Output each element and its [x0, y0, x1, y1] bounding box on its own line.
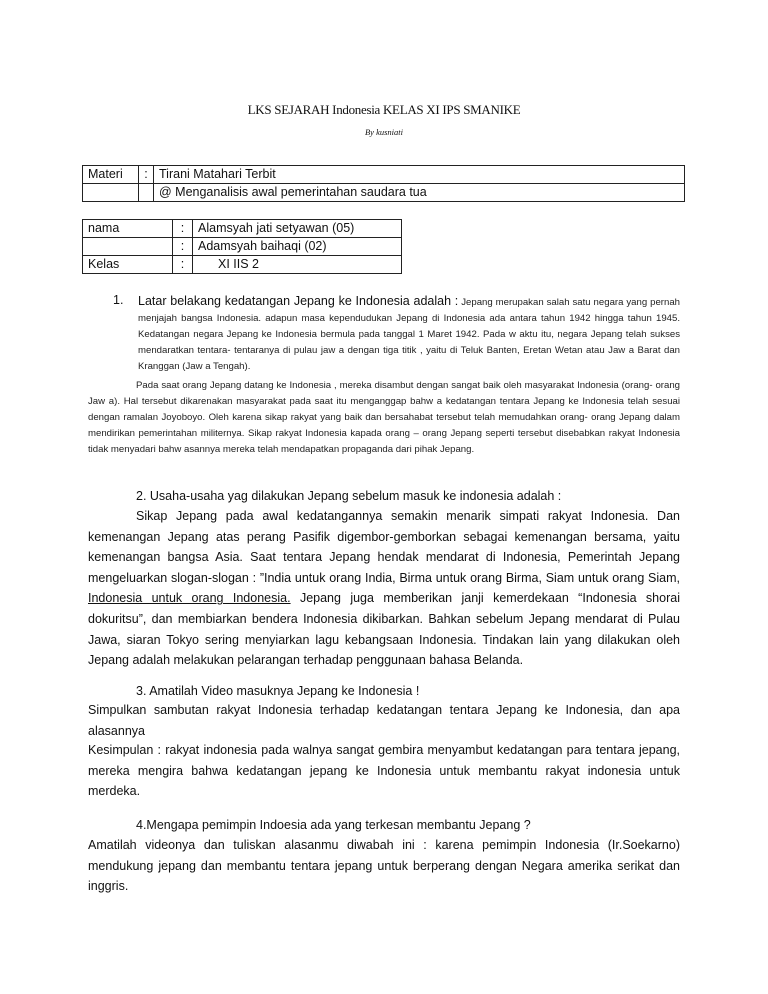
section2-text-b: Jepang juga memberikan janji kemerdekaan “Indonesia shorai dokuritsu”, dan membiarkan bendera Indonesia dikibarkan. Bahkan sebelum Jepang mendarat di Pulau Jawa, siaran Tokyo sering menyiarkan lagu kebangsaan Indonesia. Tindakan lain yang dilakukan oleh Jepang adalah melakukan pelarangan terhadap penggunaan bahasa Belanda. — [88, 591, 680, 668]
empty-cell — [83, 184, 139, 202]
section1-heading: Latar belakang kedatangan Jepang ke Indonesia adalah : — [138, 294, 459, 308]
separator: : — [173, 238, 193, 256]
section2-slogan-underlined: Indonesia untuk orang Indonesia. — [88, 591, 291, 606]
materi-subtitle: @ Menganalisis awal pemerintahan saudara tua — [154, 184, 685, 202]
separator: : — [173, 256, 193, 274]
student-name-2: Adamsyah baihaqi (02) — [193, 238, 402, 256]
separator — [139, 184, 154, 202]
table-row — [83, 220, 402, 238]
section2-heading: 2. Usaha-usaha yag dilakukan Jepang sebelum masuk ke indonesia adalah : — [136, 489, 562, 503]
kelas-value: XI IIS 2 — [193, 256, 402, 274]
section1-block — [138, 293, 680, 375]
table-row — [83, 256, 402, 274]
section1-text: Jepang merupakan salah satu negara yang pernah menjajah bangsa Indonesia. adapun masa kependudukan Jepang di Indonesia ada antara tahun 1942 hingga tahun 1945. Kedatangan negara Jepang ke Indonesia bermula pada tanggal 1 Maret 1942. Pada w aktu itu, negara Jepang telah sukses mendaratkan tentara- tentaranya di pulau jaw a dengan tiga titik , yaitu di Teluk Banten, Eretan Wetan atau Jaw a Barat dan Kranggan (Jaw a Tengah). — [138, 297, 680, 372]
table-row — [83, 238, 402, 256]
table-row — [83, 166, 685, 184]
section2-text — [88, 506, 680, 671]
materi-value: Tirani Matahari Terbit — [154, 166, 685, 184]
table-row — [83, 184, 685, 202]
section3-heading: 3. Amatilah Video masuknya Jepang ke Indonesia ! — [136, 684, 420, 698]
kelas-label: Kelas — [83, 256, 173, 274]
byline: By kusniati — [364, 127, 403, 137]
section1-number: 1. — [113, 293, 124, 307]
separator: : — [173, 220, 193, 238]
student-name-1: Alamsyah jati setyawan (05) — [193, 220, 402, 238]
section2-text-a: Sikap Jepang pada awal kedatangannya semakin menarik simpati rakyat Indonesia. Dan kemenangan Jepang atas perang Pasifik digembor-gemborkan sebagai kemenangan bersama, yaitu kemenangan bangsa Asia. Saat tentara Jepang hendak mendarat di Indonesia, Pemerintah Jepang mengeluarkan slogan-slogan : ”India untuk orang India, Birma untuk orang Birma, Siam untuk orang Siam, — [88, 509, 680, 585]
materi-table — [82, 165, 685, 202]
section4-text: Amatilah videonya dan tuliskan alasanmu diwabah ini : karena pemimpin Indonesia (Ir.Soekarno) mendukung jepang dan membantu tentara jepang untuk berperang dengan Negara amerika serikat dan inggris. — [88, 838, 680, 894]
section3-answer: Kesimpulan : rakyat indonesia pada walnya sangat gembira menyambut kedatangan para tentara jepang, mereka mengira bahwa kedatangan jepang ke Indonesia untuk membantu rakyat indonesia untuk merdeka. — [88, 743, 680, 799]
section3-question: Simpulkan sambutan rakyat Indonesia terhadap kedatangan tentara Jepang ke Indonesia, dan apa alasannya — [88, 703, 680, 738]
materi-label: Materi — [83, 166, 139, 184]
separator: : — [139, 166, 154, 184]
section1-paragraph2: Pada saat orang Jepang datang ke Indonesia , mereka disambut dengan sangat baik oleh masyarakat Indonesia (orang- orang Jaw a). Hal tersebut dikarenakan masyarakat pada saat itu menganggap bahw a kedatangan tentara Jepang ke Indonesia telah sesuai dengan ramalan Joyoboyo. Oleh karena sikap rakyat yang baik dan bersahabat tersebut telah memudahkan orang- orang Jepang dalam mendirikan pemerintahan militernya. Sikap rakyat Indonesia kapada orang – orang Jepang seperti tersebut disebabkan rakyat Indonesia tidak menyadari bahw asannya mereka telah mendapatkan propaganda dari pihak Jepang. — [88, 380, 680, 455]
empty-cell — [83, 238, 173, 256]
identity-table — [82, 219, 402, 274]
nama-label: nama — [83, 220, 173, 238]
section4-heading: 4.Mengapa pemimpin Indoesia ada yang terkesan membantu Jepang ? — [136, 818, 531, 832]
document-title: LKS SEJARAH Indonesia KELAS XI IPS SMANIKE — [247, 102, 521, 117]
